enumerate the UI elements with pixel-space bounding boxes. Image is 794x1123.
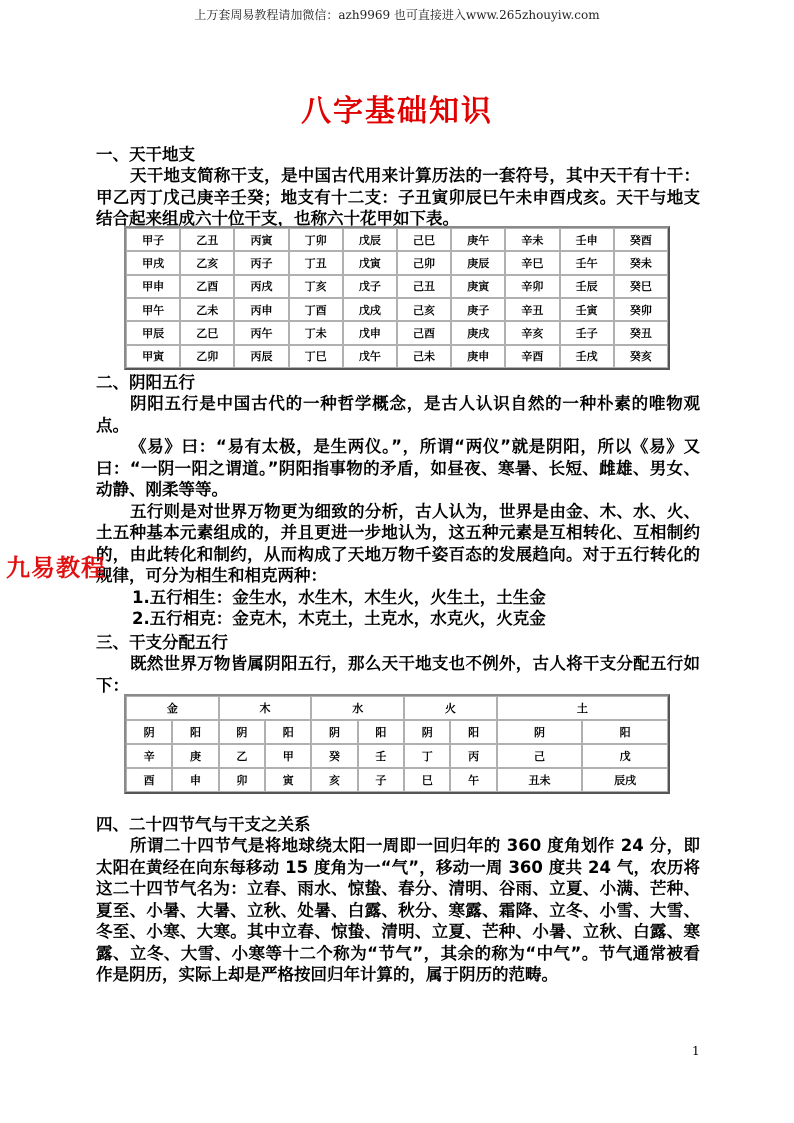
element-header-cell: 金 [126, 696, 219, 720]
table-cell: 丙戌 [234, 275, 288, 298]
table-cell: 壬寅 [560, 298, 614, 321]
table-cell: 壬戌 [560, 345, 614, 368]
element-header-cell: 木 [219, 696, 312, 720]
section-2-paragraph-3: 五行则是对世界万物更为细致的分析，古人认为，世界是由金、木、水、火、土五种基本元素组成的，并且更进一步地认为，这五种元素是互相转化、互相制约的，由此转化和制约，从而构成了天地万物千姿百态的发展趋向。对于五行转化的规律，可分为相生和相克两种： [96, 501, 700, 585]
table-cell: 乙酉 [180, 275, 234, 298]
table-cell: 丑未 [497, 768, 583, 792]
table-cell: 己未 [397, 345, 451, 368]
table-cell: 辛 [126, 744, 172, 768]
table-cell: 阳 [358, 720, 404, 744]
table-cell: 壬辰 [560, 275, 614, 298]
table-row [126, 275, 668, 298]
table-cell: 辰戌 [582, 768, 668, 792]
table-cell: 辛丑 [505, 298, 559, 321]
table-cell: 庚申 [451, 345, 505, 368]
table-row [126, 345, 668, 368]
table-cell: 子 [358, 768, 404, 792]
table-cell: 甲 [265, 744, 311, 768]
watermark-logo: 九易教程 [6, 554, 106, 582]
element-header-cell: 火 [404, 696, 497, 720]
element-header-cell: 水 [311, 696, 404, 720]
table-cell: 辛卯 [505, 275, 559, 298]
table-cell: 戊子 [343, 275, 397, 298]
table-cell: 癸未 [614, 251, 668, 274]
table-cell: 阳 [582, 720, 668, 744]
table-cell: 己酉 [397, 321, 451, 344]
table-cell: 庚子 [451, 298, 505, 321]
wuxing-xiangke-item: 2.五行相克：金克木，木克土，土克水，水克火，火克金 [132, 609, 546, 628]
table-cell: 己巳 [397, 228, 451, 251]
table-cell: 阴 [311, 720, 357, 744]
table-cell: 乙未 [180, 298, 234, 321]
sixty-jiazi-table [124, 226, 670, 370]
table-cell: 壬申 [560, 228, 614, 251]
table-cell: 巳 [404, 768, 450, 792]
section-2-paragraph-2: 《易》曰：“易有太极，是生两仪。”，所谓“两仪”就是阴阳，所以《易》又曰：“一阴一阳之谓道。”阴阳指事物的矛盾，如昼夜、寒暑、长短、雌雄、男女、动静、刚柔等等。 [96, 437, 700, 499]
table-cell: 癸卯 [614, 298, 668, 321]
table-cell: 丙午 [234, 321, 288, 344]
section-1-heading: 一、天干地支 [96, 145, 195, 164]
table-cell: 戊辰 [343, 228, 397, 251]
section-2-paragraph-1: 阴阳五行是中国古代的一种哲学概念，是古人认识自然的一种朴素的唯物观点。 [96, 394, 700, 435]
table-cell: 戊 [582, 744, 668, 768]
table-cell: 乙丑 [180, 228, 234, 251]
table-row [126, 228, 668, 251]
table-cell: 癸丑 [614, 321, 668, 344]
section-3-paragraph: 既然世界万物皆属阴阳五行，那么天干地支也不例外，古人将干支分配五行如下： [96, 654, 700, 695]
table-cell: 癸巳 [614, 275, 668, 298]
table-cell: 阳 [450, 720, 496, 744]
page-header: 上万套周易教程请加微信：azh9969 也可直接进入www.265zhouyiw.com [194, 8, 600, 22]
table-cell: 辛亥 [505, 321, 559, 344]
wuxing-ganzhi-table [124, 694, 670, 794]
table-cell: 丙子 [234, 251, 288, 274]
element-header-row [126, 696, 668, 720]
table-cell: 甲午 [126, 298, 180, 321]
branch-row [126, 768, 668, 792]
table-cell: 戊午 [343, 345, 397, 368]
table-cell: 阳 [265, 720, 311, 744]
table-cell: 辛未 [505, 228, 559, 251]
table-cell: 乙 [219, 744, 265, 768]
table-cell: 阴 [404, 720, 450, 744]
table-cell: 癸亥 [614, 345, 668, 368]
table-cell: 辛巳 [505, 251, 559, 274]
table-cell: 庚戌 [451, 321, 505, 344]
table-cell: 庚 [172, 744, 218, 768]
section-2-heading: 二、阴阳五行 [96, 373, 195, 392]
table-cell: 寅 [265, 768, 311, 792]
table-cell: 卯 [219, 768, 265, 792]
table-cell: 甲申 [126, 275, 180, 298]
table-row [126, 298, 668, 321]
table-cell: 丙辰 [234, 345, 288, 368]
table-cell: 亥 [311, 768, 357, 792]
table-cell: 辛酉 [505, 345, 559, 368]
table-cell: 甲戌 [126, 251, 180, 274]
table-cell: 阴 [126, 720, 172, 744]
table-cell: 戊寅 [343, 251, 397, 274]
section-4-heading: 四、二十四节气与干支之关系 [96, 815, 311, 834]
table-row [126, 251, 668, 274]
table-cell: 癸酉 [614, 228, 668, 251]
element-header-cell: 土 [497, 696, 668, 720]
table-cell: 丁丑 [289, 251, 343, 274]
table-cell: 己 [497, 744, 583, 768]
table-cell: 午 [450, 768, 496, 792]
table-cell: 申 [172, 768, 218, 792]
wuxing-xiangsheng-item: 1.五行相生：金生水，水生木，木生火，火生土，土生金 [132, 587, 546, 607]
section-3-heading: 三、干支分配五行 [96, 633, 228, 652]
section-4 [96, 814, 700, 986]
table-cell: 丁 [404, 744, 450, 768]
table-cell: 乙亥 [180, 251, 234, 274]
table-cell: 阴 [219, 720, 265, 744]
table-cell: 己丑 [397, 275, 451, 298]
table-cell: 庚寅 [451, 275, 505, 298]
section-3 [96, 632, 700, 696]
page-title: 八字基础知识 [301, 94, 493, 129]
table-cell: 丙寅 [234, 228, 288, 251]
table-cell: 己亥 [397, 298, 451, 321]
table-cell: 酉 [126, 768, 172, 792]
table-cell: 甲子 [126, 228, 180, 251]
table-cell: 己卯 [397, 251, 451, 274]
table-cell: 壬子 [560, 321, 614, 344]
table-cell: 戊申 [343, 321, 397, 344]
table-cell: 丁卯 [289, 228, 343, 251]
table-cell: 丙 [450, 744, 496, 768]
table-cell: 丁亥 [289, 275, 343, 298]
table-cell: 壬 [358, 744, 404, 768]
table-cell: 庚午 [451, 228, 505, 251]
table-cell: 庚辰 [451, 251, 505, 274]
table-cell: 丁巳 [289, 345, 343, 368]
table-cell: 阳 [172, 720, 218, 744]
section-1-paragraph: 天干地支简称干支，是中国古代用来计算历法的一套符号，其中天干有十干：甲乙丙丁戊己庚辛壬癸；地支有十二支：子丑寅卯辰巳午未申酉戌亥。天干与地支结合起来组成六十位干支，也称六十花甲如下表。 [96, 166, 700, 228]
table-row [126, 321, 668, 344]
section-2 [96, 372, 700, 630]
yinyang-row [126, 720, 668, 744]
table-cell: 乙巳 [180, 321, 234, 344]
table-cell: 壬午 [560, 251, 614, 274]
table-cell: 甲辰 [126, 321, 180, 344]
table-cell: 丁未 [289, 321, 343, 344]
section-4-paragraph: 所谓二十四节气是将地球绕太阳一周即一回归年的 360 度角划作 24 分，即太阳在黄经在向东每移动 15 度角为一“气”，移动一周 360 度共 24 气，农历将这二十四节气名为：立春、雨水、惊蛰、春分、清明、谷雨、立夏、小满、芒种、夏至、小暑、大暑、立秋、处暑、白露、秋分、寒露、霜降、立冬、小雪、大雪、冬至、小寒、大寒。其中立春、惊蛰、清明、立夏、芒种、小暑、立秋、白露、寒露、立冬、大雪、小寒等十二个称为“节气”，其余的称为“中气”。节气通常被看作是阴历，实际上却是严格按回归年计算的，属于阴历的范畴。 [96, 836, 700, 984]
table-cell: 阴 [497, 720, 583, 744]
table-cell: 丁酉 [289, 298, 343, 321]
table-cell: 丙申 [234, 298, 288, 321]
section-1 [96, 144, 700, 230]
table-cell: 戊戌 [343, 298, 397, 321]
table-cell: 甲寅 [126, 345, 180, 368]
table-cell: 乙卯 [180, 345, 234, 368]
page-number: 1 [692, 1044, 700, 1058]
stem-row [126, 744, 668, 768]
table-cell: 癸 [311, 744, 357, 768]
